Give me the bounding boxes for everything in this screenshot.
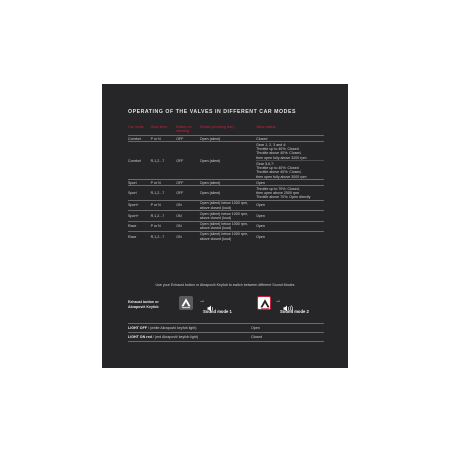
cell-status: Closed xyxy=(256,136,324,142)
cell-mode: Sport+ xyxy=(128,211,151,221)
cell-switch: Open (silent) xyxy=(200,136,256,142)
table-row xyxy=(128,232,324,242)
cell-button: OFF xyxy=(176,186,200,201)
cell-status: Open xyxy=(256,211,324,221)
cell-gear: P or N xyxy=(151,221,177,231)
cell-mode: Sport+ xyxy=(128,200,151,210)
cell-status: Open xyxy=(256,232,324,242)
header-valve-status: Valve status xyxy=(256,125,276,129)
sound-mode-2-label: Sound mode 2 xyxy=(280,309,309,314)
exhaust-button-label: Exhaust button or Akrapovič Keyfob xyxy=(128,300,159,309)
cell-switch: Open (silent) below 1000 rpm, above closed (loud) xyxy=(200,221,256,231)
akrapovic-logo-icon xyxy=(179,296,193,310)
cell-button: OFF xyxy=(176,142,200,180)
cell-gear: P or N xyxy=(151,136,177,142)
cell-switch: Open (silent) xyxy=(200,180,256,186)
light-key-bold: LIGHT OFF xyxy=(128,326,147,330)
cell-gear: P or N xyxy=(151,200,177,210)
table-row xyxy=(128,324,324,333)
light-value: Open xyxy=(251,324,324,333)
cell-gear: R,1,2...7 xyxy=(151,142,177,180)
cell-button: OFF xyxy=(176,180,200,186)
cell-switch: Open (silent) xyxy=(200,186,256,201)
cell-switch: Open (silent) below 1000 rpm, above closed (loud) xyxy=(200,211,256,221)
cell-switch: Open (silent) xyxy=(200,142,256,180)
table-row xyxy=(128,211,324,221)
light-value: Closed xyxy=(251,333,324,342)
arrow-right-icon: → xyxy=(275,298,281,304)
cell-gear: R,1,2...7 xyxy=(151,211,177,221)
keyfob-light-table xyxy=(128,323,324,342)
header-button-on-steering: Button on steering xyxy=(176,125,192,133)
cell-mode: Comfort xyxy=(128,142,151,180)
cell-button: ON xyxy=(176,200,200,210)
status-line: Gear 1, 2, 3 and 4: xyxy=(256,142,287,147)
cell-mode: Race xyxy=(128,221,151,231)
header-car-mode: Car mode xyxy=(128,125,144,129)
status-line: Throttle above 40%: Closed, xyxy=(256,170,302,175)
light-key xyxy=(128,324,251,333)
page-title: OPERATING OF THE VALVES IN DIFFERENT CAR MODES xyxy=(128,109,296,115)
status-line: Throttle up to 40%: Closed xyxy=(256,146,299,151)
table-row xyxy=(128,200,324,210)
header-gear-lever: Gear lever xyxy=(150,125,168,129)
cell-button: OFF xyxy=(176,136,200,142)
status-line: then open above 2500 rpm xyxy=(256,190,300,195)
status-line: Gear 5,6,7: xyxy=(256,161,275,166)
status-line: Throttle up to 70%: Closed, xyxy=(256,186,300,191)
light-key-bold: LIGHT ON red xyxy=(128,335,152,339)
light-key xyxy=(128,333,251,342)
speaker-icon xyxy=(207,299,216,317)
cell-status: Open xyxy=(256,180,324,186)
cell-switch: Open (silent) below 1000 rpm, above closed (loud) xyxy=(200,200,256,210)
table-row xyxy=(128,221,324,231)
cell-gear: R,1,2...7 xyxy=(151,232,177,242)
valves-info-panel xyxy=(102,84,348,368)
cell-button: ON xyxy=(176,232,200,242)
cell-mode: Comfort xyxy=(128,136,151,142)
table-row xyxy=(128,333,324,342)
light-key-rest: / (white Akrapovič keyfob light) xyxy=(146,326,197,330)
cell-mode: Sport xyxy=(128,186,151,201)
cell-gear: R,1,2...7 xyxy=(151,186,177,201)
table-row xyxy=(128,142,324,161)
status-line: Throttle above 40%: Closed, xyxy=(256,151,302,156)
cell-gear: P or N xyxy=(151,180,177,186)
status-line: Throttle up to 40%: Closed xyxy=(256,165,299,170)
arrow-right-icon: → xyxy=(199,298,205,304)
akrapovic-logo-icon xyxy=(257,296,271,310)
car-modes-table xyxy=(128,126,324,241)
speaker-icon xyxy=(283,299,294,317)
sound-mode-instruction: Use your Exhaust button or Akrapovič Keyfob to switch between different Sound Modes xyxy=(155,283,295,287)
table-row xyxy=(128,186,324,201)
cell-status xyxy=(256,142,324,161)
cell-button: ON xyxy=(176,221,200,231)
status-line: Throttle above 70%: Open directly xyxy=(256,195,311,200)
header-switch: Switch (crossing line) xyxy=(199,125,234,129)
cell-mode: Sport xyxy=(128,180,151,186)
cell-switch: Open (silent) below 1000 rpm, above closed (loud) xyxy=(200,232,256,242)
cell-status xyxy=(256,186,324,201)
status-line: then open fully above 3000 rpm xyxy=(256,174,307,179)
status-line: then open fully above 3200 rpm xyxy=(256,155,307,160)
cell-mode: Race xyxy=(128,232,151,242)
light-key-rest: / (red Akrapovič keyfob light) xyxy=(151,335,199,339)
cell-status xyxy=(256,161,324,180)
table-header-row xyxy=(128,126,324,136)
cell-status: Open xyxy=(256,200,324,210)
cell-button: ON xyxy=(176,211,200,221)
sound-mode-1-label: Sound mode 1 xyxy=(203,309,232,314)
cell-status: Open xyxy=(256,221,324,231)
